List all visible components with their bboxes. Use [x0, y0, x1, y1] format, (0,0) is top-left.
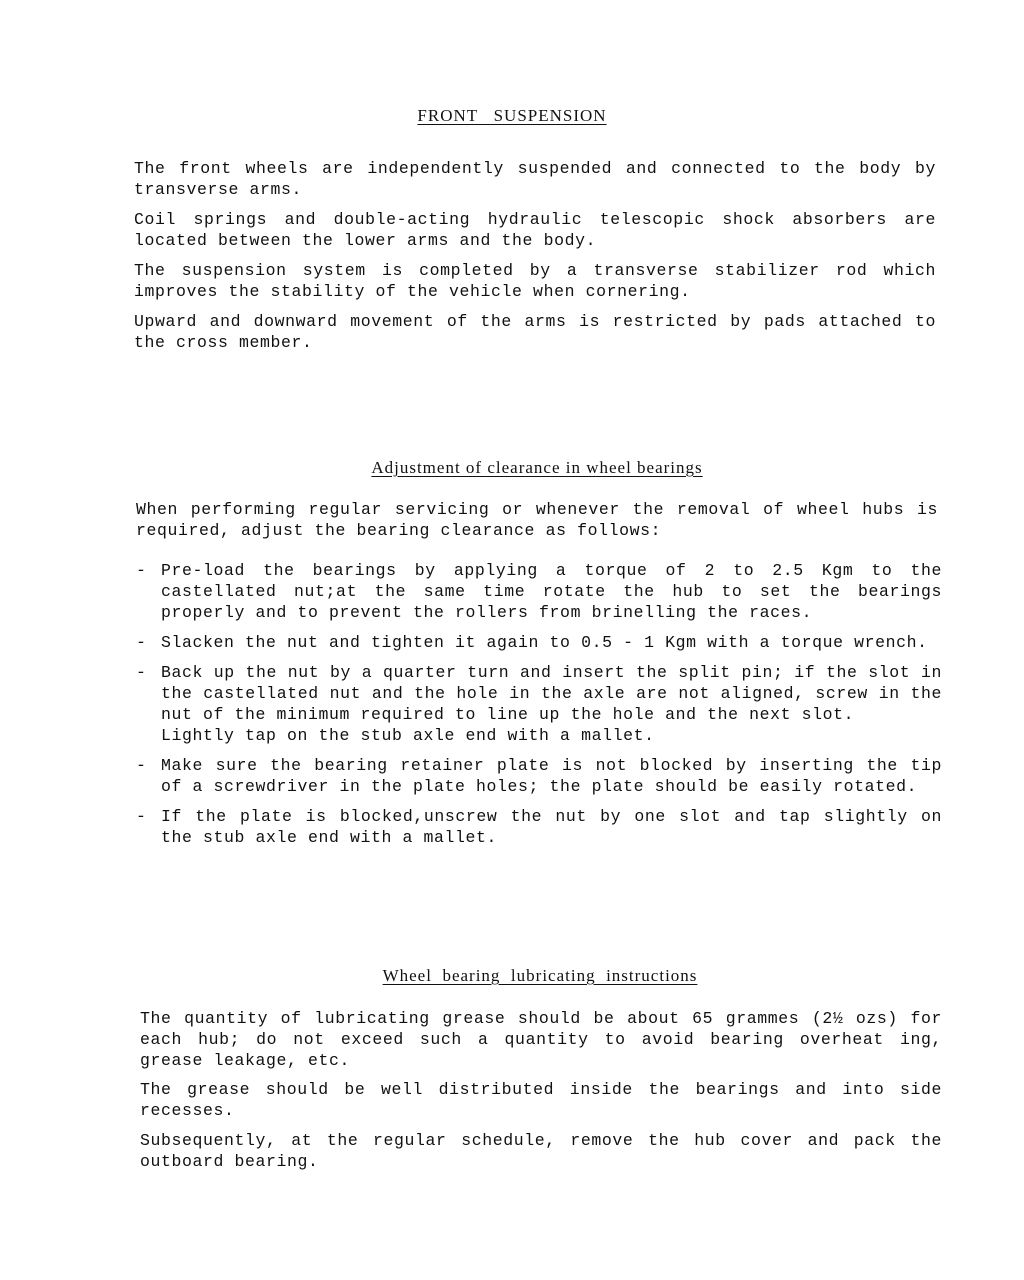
adjustment-step-note: Lightly tap on the stub axle end with a mallet.: [161, 726, 655, 745]
front-suspension-paragraph-3: The suspension system is completed by a transverse stabilizer rod which improves the stability of the vehicle when cornering.: [134, 261, 936, 301]
adjustment-step: [136, 755, 942, 797]
lubricating-heading: Wheel bearing lubricating instructions: [382, 966, 698, 985]
lubricating-paragraph-3: Subsequently, at the regular schedule, remove the hub cover and pack the outboard bearing.: [140, 1131, 942, 1171]
front-suspension-paragraph-4: Upward and downward movement of the arms is restricted by pads attached to the cross member.: [134, 312, 936, 352]
adjustment-step-text: Make sure the bearing retainer plate is not blocked by inserting the tip of a screwdriver in the plate holes; the plate should be easily rotated.: [161, 756, 942, 796]
adjustment-steps-list: [136, 560, 942, 857]
bullet-dash: -: [136, 756, 147, 775]
front-suspension-heading: FRONT SUSPENSION: [417, 106, 607, 125]
front-suspension-paragraph-2: Coil springs and double-acting hydraulic telescopic shock absorbers are located between the lower arms and the body.: [134, 210, 936, 250]
adjustment-step-text: Back up the nut by a quarter turn and insert the split pin; if the slot in the castellated nut and the hole in the axle are not aligned, screw in the nut of the minimum required to line up the hole and the next slot.: [161, 663, 942, 724]
adjustment-step-text: Pre-load the bearings by applying a torque of 2 to 2.5 Kgm to the castellated nut;at the same time rotate the hub to set the bearings properly and to prevent the rollers from brinelling the races.: [161, 561, 942, 622]
adjustment-step: [136, 632, 942, 653]
adjustment-step: [136, 662, 942, 746]
front-suspension-paragraph-1: The front wheels are independently suspended and connected to the body by transverse arms.: [134, 159, 936, 199]
adjustment-step-text: If the plate is blocked,unscrew the nut by one slot and tap slightly on the stub axle end with a mallet.: [161, 807, 942, 847]
lubricating-paragraph-1: The quantity of lubricating grease should be about 65 grammes (2½ ozs) for each hub; do not exceed such a quantity to avoid bearing overheat ing, grease leakage, etc.: [140, 1009, 942, 1070]
adjustment-step: [136, 560, 942, 623]
bullet-dash: -: [136, 807, 147, 826]
adjustment-step-text: Slacken the nut and tighten it again to 0.5 - 1 Kgm with a torque wrench.: [161, 633, 928, 652]
adjustment-heading: Adjustment of clearance in wheel bearings: [371, 458, 703, 477]
bullet-dash: -: [136, 633, 147, 652]
adjustment-step: [136, 806, 942, 848]
bullet-dash: -: [136, 663, 147, 682]
bullet-dash: -: [136, 561, 147, 580]
lubricating-paragraph-2: The grease should be well distributed inside the bearings and into side recesses.: [140, 1080, 942, 1120]
adjustment-intro: When performing regular servicing or whenever the removal of wheel hubs is required, adjust the bearing clearance as follows:: [136, 500, 938, 540]
